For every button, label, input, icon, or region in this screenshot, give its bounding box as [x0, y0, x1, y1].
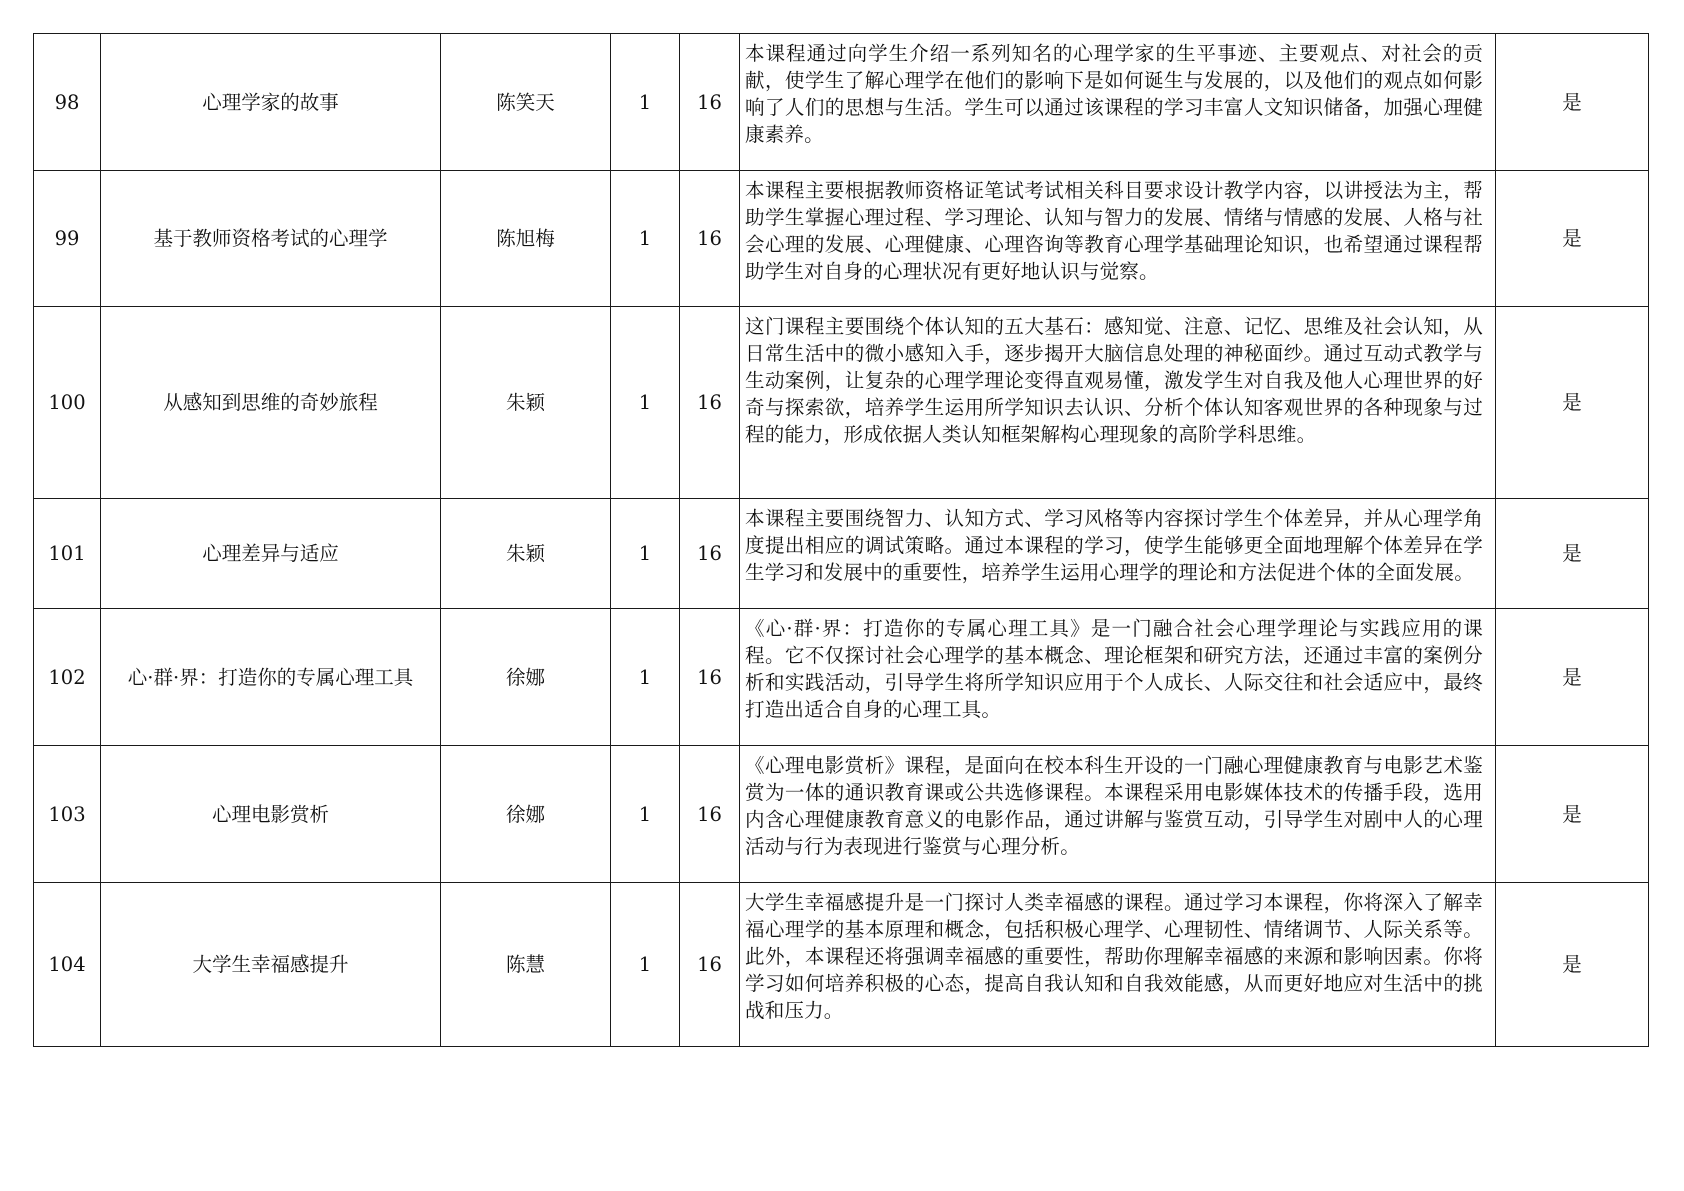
course-credit: 1: [611, 171, 680, 307]
course-credit: 1: [611, 883, 680, 1047]
table-row: [34, 499, 1649, 609]
course-flag: 是: [1496, 34, 1649, 171]
table-row: [34, 746, 1649, 883]
course-hours: 16: [680, 171, 740, 307]
course-hours: 16: [680, 499, 740, 609]
course-teacher: 陈笑天: [441, 34, 611, 171]
course-flag: 是: [1496, 499, 1649, 609]
course-description: 《心·群·界：打造你的专属心理工具》是一门融合社会心理学理论与实践应用的课程。它不仅探讨社会心理学的基本概念、理论框架和研究方法，还通过丰富的案例分析和实践活动，引导学生将所学知识应用于个人成长、人际交往和社会适应中，最终打造出适合自身的心理工具。: [740, 609, 1496, 746]
course-description: 大学生幸福感提升是一门探讨人类幸福感的课程。通过学习本课程，你将深入了解幸福心理学的基本原理和概念，包括积极心理学、心理韧性、情绪调节、人际关系等。此外，本课程还将强调幸福感的重要性，帮助你理解幸福感的来源和影响因素。你将学习如何培养积极的心态，提高自我认知和自我效能感，从而更好地应对生活中的挑战和压力。: [740, 883, 1496, 1047]
course-teacher: 徐娜: [441, 609, 611, 746]
course-number: 98: [34, 34, 101, 171]
table-row: [34, 171, 1649, 307]
course-flag: 是: [1496, 883, 1649, 1047]
course-number: 103: [34, 746, 101, 883]
course-number: 99: [34, 171, 101, 307]
course-flag: 是: [1496, 307, 1649, 499]
course-table: [33, 33, 1649, 1047]
course-flag: 是: [1496, 171, 1649, 307]
course-credit: 1: [611, 307, 680, 499]
table-row: [34, 609, 1649, 746]
course-teacher: 陈旭梅: [441, 171, 611, 307]
course-credit: 1: [611, 609, 680, 746]
course-name: 心理学家的故事: [101, 34, 441, 171]
course-description: 本课程通过向学生介绍一系列知名的心理学家的生平事迹、主要观点、对社会的贡献，使学生了解心理学在他们的影响下是如何诞生与发展的，以及他们的观点如何影响了人们的思想与生活。学生可以通过该课程的学习丰富人文知识储备，加强心理健康素养。: [740, 34, 1496, 171]
table-row: [34, 883, 1649, 1047]
course-teacher: 徐娜: [441, 746, 611, 883]
course-name: 心理电影赏析: [101, 746, 441, 883]
course-sheet: [33, 33, 1648, 1047]
course-name: 心·群·界：打造你的专属心理工具: [101, 609, 441, 746]
course-name: 心理差异与适应: [101, 499, 441, 609]
course-number: 104: [34, 883, 101, 1047]
course-flag: 是: [1496, 609, 1649, 746]
course-teacher: 朱颖: [441, 499, 611, 609]
course-hours: 16: [680, 883, 740, 1047]
course-credit: 1: [611, 34, 680, 171]
course-name: 大学生幸福感提升: [101, 883, 441, 1047]
course-description: 本课程主要根据教师资格证笔试考试相关科目要求设计教学内容，以讲授法为主，帮助学生掌握心理过程、学习理论、认知与智力的发展、情绪与情感的发展、人格与社会心理的发展、心理健康、心理咨询等教育心理学基础理论知识，也希望通过课程帮助学生对自身的心理状况有更好地认识与觉察。: [740, 171, 1496, 307]
course-hours: 16: [680, 609, 740, 746]
course-teacher: 陈慧: [441, 883, 611, 1047]
course-credit: 1: [611, 499, 680, 609]
table-row: [34, 34, 1649, 171]
table-row: [34, 307, 1649, 499]
course-description: 本课程主要围绕智力、认知方式、学习风格等内容探讨学生个体差异，并从心理学角度提出相应的调试策略。通过本课程的学习，使学生能够更全面地理解个体差异在学生学习和发展中的重要性，培养学生运用心理学的理论和方法促进个体的全面发展。: [740, 499, 1496, 609]
course-flag: 是: [1496, 746, 1649, 883]
course-credit: 1: [611, 746, 680, 883]
course-hours: 16: [680, 307, 740, 499]
course-description: 《心理电影赏析》课程，是面向在校本科生开设的一门融心理健康教育与电影艺术鉴赏为一体的通识教育课或公共选修课程。本课程采用电影媒体技术的传播手段，选用内含心理健康教育意义的电影作品，通过讲解与鉴赏互动，引导学生对剧中人的心理活动与行为表现进行鉴赏与心理分析。: [740, 746, 1496, 883]
course-number: 101: [34, 499, 101, 609]
course-number: 102: [34, 609, 101, 746]
course-name: 从感知到思维的奇妙旅程: [101, 307, 441, 499]
course-hours: 16: [680, 746, 740, 883]
course-name: 基于教师资格考试的心理学: [101, 171, 441, 307]
course-hours: 16: [680, 34, 740, 171]
course-number: 100: [34, 307, 101, 499]
course-description: 这门课程主要围绕个体认知的五大基石：感知觉、注意、记忆、思维及社会认知，从日常生活中的微小感知入手，逐步揭开大脑信息处理的神秘面纱。通过互动式教学与生动案例，让复杂的心理学理论变得直观易懂，激发学生对自我及他人心理世界的好奇与探索欲，培养学生运用所学知识去认识、分析个体认知客观世界的各种现象与过程的能力，形成依据人类认知框架解构心理现象的高阶学科思维。: [740, 307, 1496, 499]
course-teacher: 朱颖: [441, 307, 611, 499]
